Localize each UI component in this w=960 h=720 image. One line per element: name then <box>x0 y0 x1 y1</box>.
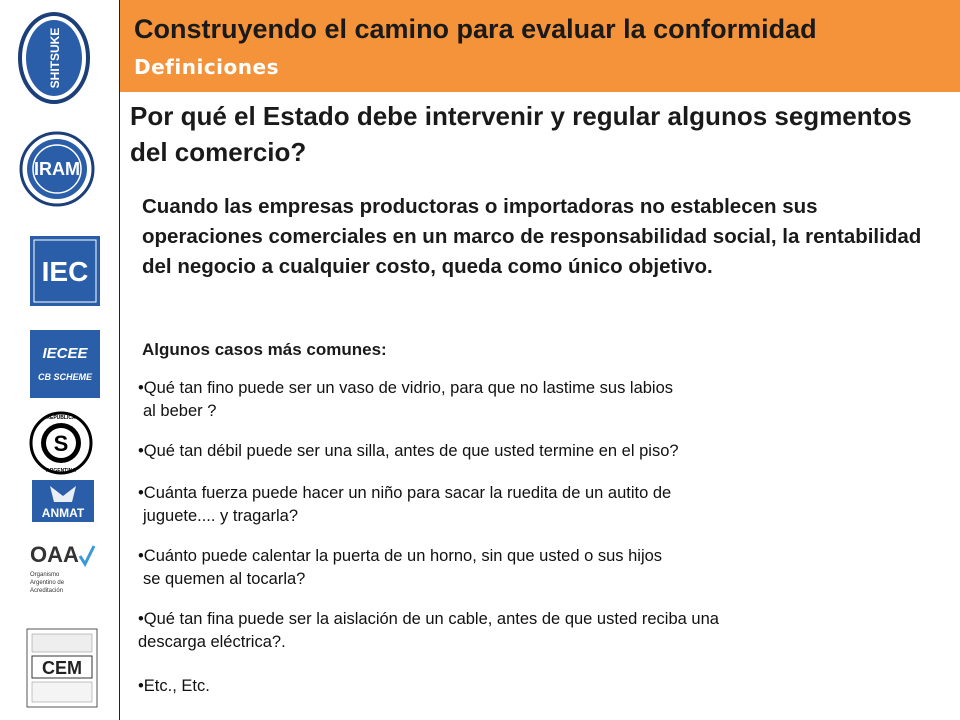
cem-logo <box>26 628 98 708</box>
shitsuke-logo-text: SHITSUKE <box>48 27 62 89</box>
case-line-continued: descarga eléctrica?. <box>138 633 286 651</box>
s-mark-bottom-text: ARGENTINA <box>46 468 76 474</box>
case-line-continued: juguete.... y tragarla? <box>143 507 299 525</box>
intro-paragraph: Cuando las empresas productoras o importadoras no establecen sus operaciones comerciales en un marco de responsabilidad social, la rentabilidad del negocio a cualquier costo, queda como único objetivo. <box>142 195 922 278</box>
case-item-glass <box>138 377 938 423</box>
oaa-line-3: Acreditación <box>30 588 64 594</box>
case-item-cable <box>138 608 938 654</box>
page-subtitle: Definiciones <box>134 55 279 79</box>
case-item-chair <box>138 440 938 463</box>
iram-logo-text: IRAM <box>34 159 80 179</box>
case-line: •Cuánto puede calentar la puerta de un horno, sin que usted o sus hijos <box>138 547 663 565</box>
iec-logo-text: IEC <box>41 256 89 287</box>
cem-logo-text: CEM <box>42 658 82 678</box>
iram-logo <box>17 124 97 214</box>
case-item-oven <box>138 545 938 591</box>
s-mark-top-text: REPUBLICA <box>46 415 76 421</box>
iec-logo <box>30 236 100 306</box>
case-line: •Qué tan fino puede ser un vaso de vidrio, para que no lastime sus labios <box>138 379 674 397</box>
s-mark-logo <box>28 410 94 476</box>
oaa-logo-text: OAA <box>30 542 79 567</box>
oaa-logo <box>28 538 98 608</box>
iecee-logo-text: IECEE <box>42 345 88 362</box>
page-title: Construyendo el camino para evaluar la conformidad <box>134 14 817 44</box>
header-bar <box>120 0 960 92</box>
cases-heading: Algunos casos más comunes: <box>142 340 387 359</box>
case-line: •Qué tan débil puede ser una silla, antes de que usted termine en el piso? <box>138 442 679 460</box>
case-line-continued: se quemen al tocarla? <box>143 570 306 588</box>
case-line: •Cuánta fuerza puede hacer un niño para sacar la ruedita de un autito de <box>138 484 672 502</box>
case-line-continued: al beber ? <box>143 402 217 420</box>
iecee-logo-subtext: CB SCHEME <box>37 372 93 382</box>
svg-text:S: S <box>53 431 69 456</box>
logo-sidebar <box>0 0 119 720</box>
oaa-line-1: Organismo <box>30 572 60 578</box>
anmat-logo-text: ANMAT <box>41 506 85 520</box>
main-question: Por qué el Estado debe intervenir y regular algunos segmentos del comercio? <box>130 101 912 167</box>
case-line: •Qué tan fina puede ser la aislación de un cable, antes de que usted reciba una <box>138 610 719 628</box>
case-line: •Etc., Etc. <box>138 677 210 695</box>
sidebar-divider <box>119 0 120 720</box>
case-item-toy <box>138 482 938 528</box>
case-item-etc <box>138 675 938 698</box>
anmat-logo <box>32 480 94 522</box>
shitsuke-logo <box>16 10 92 106</box>
oaa-line-2: Argentino de <box>30 580 65 586</box>
iecee-logo <box>30 330 100 398</box>
